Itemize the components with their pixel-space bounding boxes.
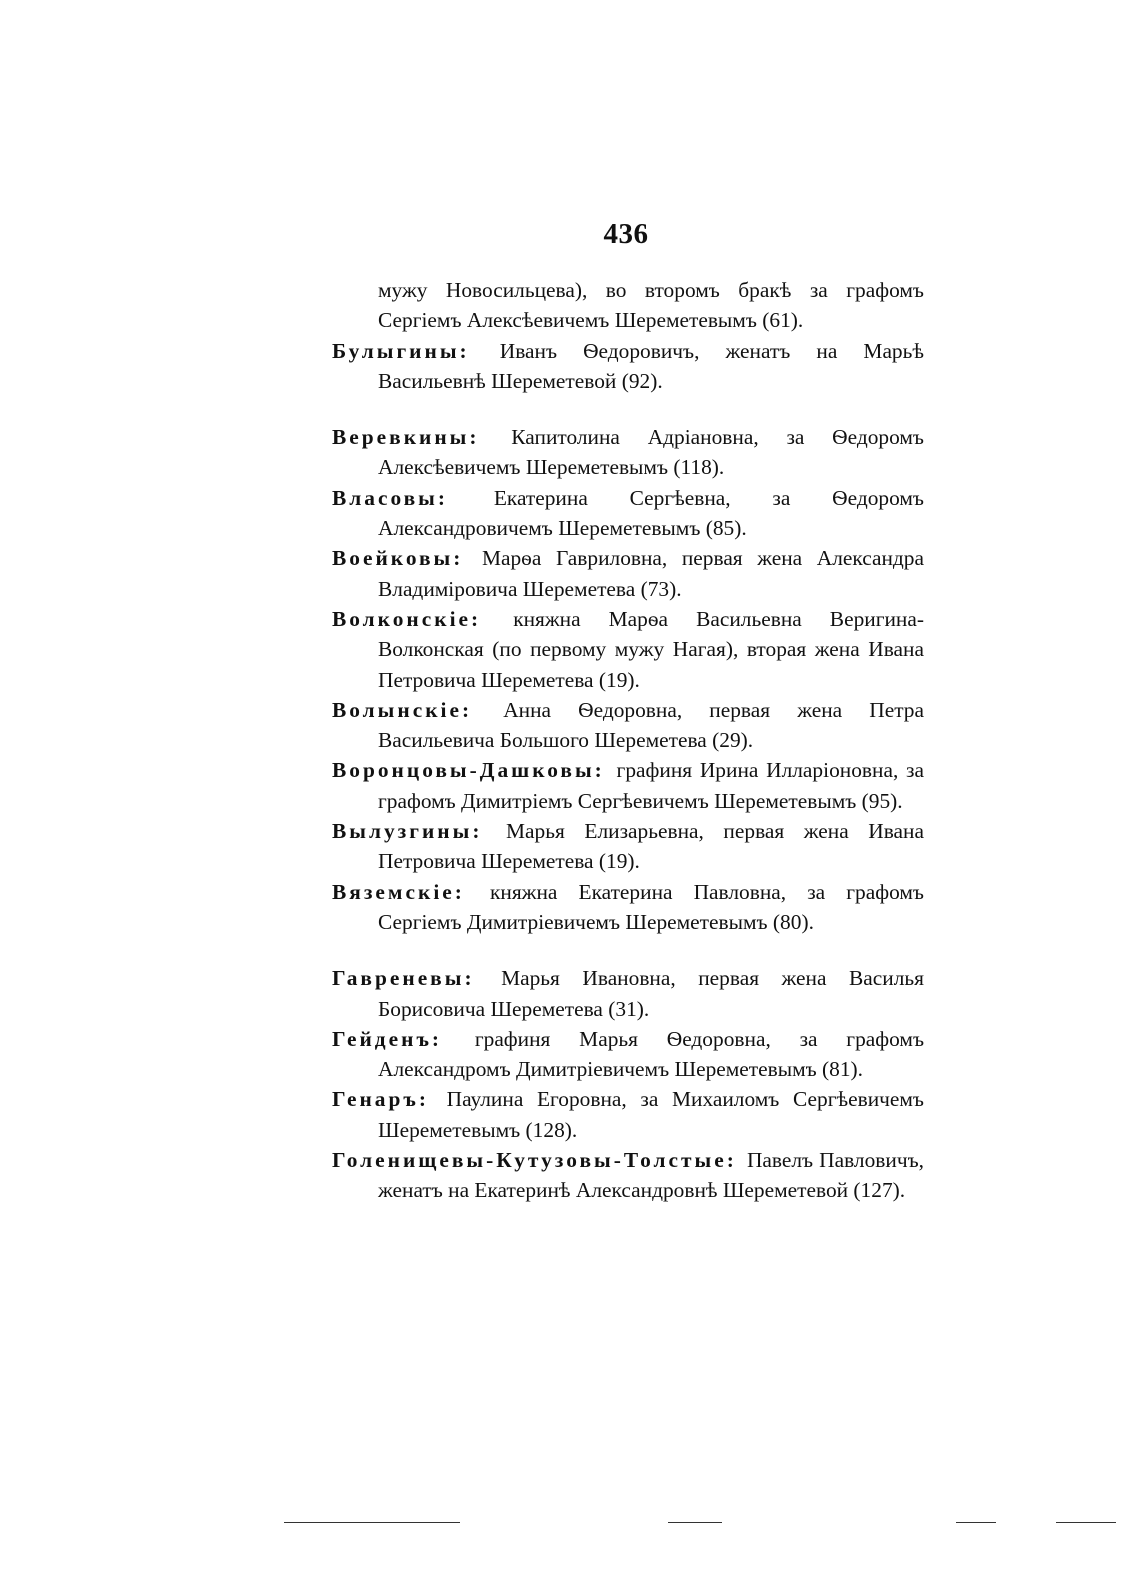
scan-rule	[668, 1522, 722, 1523]
entry-text: Марѳа Гавриловна, первая жена Александра Владиміровича Шереметева (73).	[378, 546, 924, 601]
scan-rule	[284, 1522, 460, 1523]
index-entry	[332, 543, 924, 604]
index-entry	[332, 1024, 924, 1085]
continuation-line: мужу Новосильцева), во второмъ бракѣ за графомъ	[378, 278, 924, 302]
entry-text: Екатерина Сергѣевна, за Ѳедоромъ Александровичемъ Шереметевымъ (85).	[378, 485, 924, 541]
entry-text: Марья Елизарьевна, первая жена Ивана Петровича Шереметева (19).	[378, 819, 924, 874]
index-entry	[332, 816, 924, 877]
entry-text: Паулина Егоровна, за Михаиломъ Сергѣевичемъ Шереметевымъ (128).	[378, 1087, 924, 1142]
index-entry	[332, 877, 924, 938]
entry-surname: Воейковы:	[332, 546, 464, 571]
entry-surname: Голенищевы-Кутузовы-Толстые:	[332, 1148, 737, 1173]
index-entry	[332, 1084, 924, 1145]
entry-surname: Волынскіе:	[332, 697, 473, 722]
index-column	[332, 275, 924, 1206]
entry-surname: Гейденъ:	[332, 1026, 443, 1051]
index-entry	[332, 336, 924, 397]
entry-surname: Генаръ:	[332, 1087, 429, 1112]
index-entry	[332, 963, 924, 1024]
entry-surname: Вяземскіе:	[332, 879, 465, 904]
entry-text: Марья Ивановна, первая жена Василья Борисовича Шереметева (31).	[378, 966, 924, 1021]
entry-text: Анна Ѳедоровна, первая жена Петра Васильевича Большого Шереметева (29).	[378, 697, 924, 753]
entry-surname: Гавреневы:	[332, 966, 475, 991]
group-gap	[332, 396, 924, 422]
entry-surname: Вылузгины:	[332, 819, 483, 844]
index-entry	[332, 755, 924, 816]
entry-text: княжна Екатерина Павловна, за графомъ Сергіемъ Димитріевичемъ Шереметевымъ (80).	[378, 879, 924, 934]
entry-text: Капитолина Адріановна, за Ѳедоромъ Алексѣевичемъ Шереметевымъ (118).	[378, 425, 924, 480]
index-entry	[332, 422, 924, 483]
index-entry	[332, 483, 924, 544]
entry-text: Иванъ Ѳедоровичъ, женатъ на Марьѣ Васильевнѣ Шереметевой (92).	[378, 338, 925, 393]
entry-surname: Веревкины:	[332, 425, 480, 450]
letter-group-v	[332, 422, 924, 937]
entry-surname: Власовы:	[332, 485, 448, 510]
index-entry	[332, 604, 924, 695]
letter-group-b	[332, 336, 924, 397]
entry-surname: Волконскіе:	[332, 606, 482, 631]
entry-text: графиня Марья Ѳедоровна, за графомъ Александромъ Димитріевичемъ Шереметевымъ (81).	[378, 1026, 925, 1082]
scan-rule	[956, 1522, 996, 1523]
letter-group-g	[332, 963, 924, 1205]
continuation-line: Сергіемъ Алексѣевичемъ Шереметевымъ (61).	[378, 308, 804, 333]
index-entry	[332, 1145, 924, 1206]
entry-text: Павелъ Павловичъ, женатъ на Екатеринѣ Александровнѣ Шереметевой (127).	[378, 1148, 924, 1203]
index-entry	[332, 695, 924, 756]
scan-rule	[1056, 1522, 1116, 1523]
entry-surname: Булыгины:	[332, 338, 470, 363]
entry-text: княжна Марѳа Васильевна Веригина-Волконская (по первому мужу Нагая), вторая жена Ивана Петровича Шереметева (19).	[378, 606, 924, 692]
page-number: 436	[603, 218, 649, 250]
group-gap	[332, 937, 924, 963]
entry-text: графиня Ирина Илларіоновна, за графомъ Димитріемъ Сергѣевичемъ Шереметевымъ (95).	[378, 758, 924, 813]
entry-surname: Воронцовы-Дашковы:	[332, 758, 605, 783]
continuation-block	[332, 275, 924, 336]
